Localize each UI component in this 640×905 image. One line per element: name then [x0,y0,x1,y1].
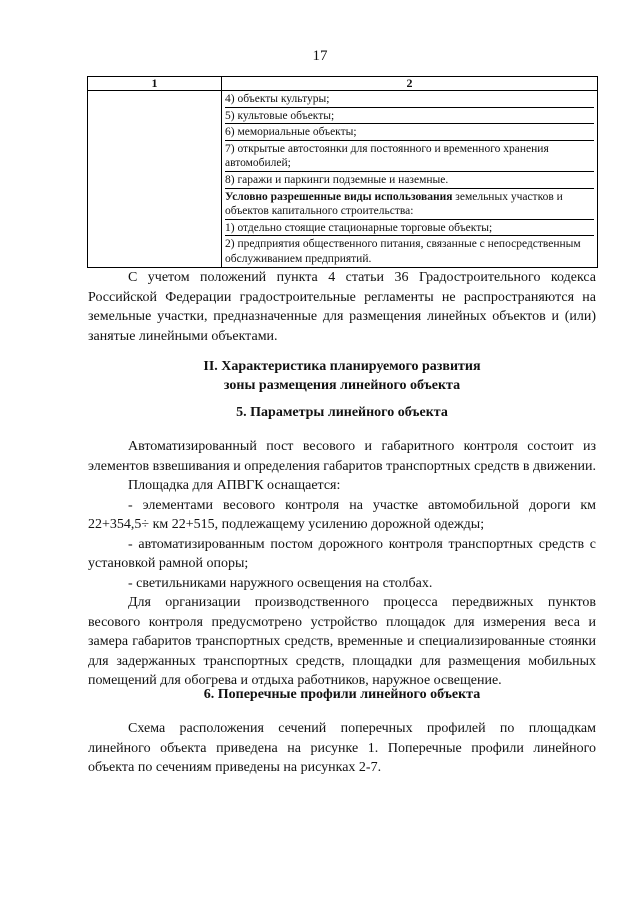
section-5-body [88,437,596,691]
list-item: - светильниками наружного освещения на столбах. [128,575,433,591]
page-number: 17 [312,48,328,64]
list-item-conditional [225,189,594,220]
list-item: 8) гаражи и паркинги подземные и наземные. [225,172,594,189]
list-item: 5) культовые объекты; [225,108,594,125]
section-title [88,357,596,395]
list-item: - элементами весового контроля на участке автомобильной дороги км 22+354,5÷ км 22+515, подлежащему усилению дорожной одежды; [88,497,596,532]
zoning-table [87,76,598,268]
section-title-line1: II. Характеристика планируемого развития [203,359,481,374]
table-cell-col2 [222,91,598,268]
paragraph-regulations [88,268,596,346]
paragraph: Автоматизированный пост весового и габаритного контроля состоит из элементов взвешивания и определения габаритов транспортных средств в движении. [88,439,596,474]
list-item: - автоматизированным постом дорожного контроля транспортных средств с установкой рамной опоры; [88,536,596,571]
subsection-6-title: 6. Поперечные профили линейного объекта [203,687,481,702]
section-title-line2: зоны размещения линейного объекта [223,378,461,393]
paragraph: Площадка для АПВГК оснащается: [128,478,341,493]
list-item: 7) открытые автостоянки для постоянного и временного хранения автомобилей; [225,141,594,172]
list-item: 1) отдельно стоящие стационарные торговые объекты; [225,220,594,237]
table-header-row [88,77,598,91]
list-item: 4) объекты культуры; [225,91,594,108]
subsection-5-title: 5. Параметры линейного объекта [236,405,448,420]
table-row [88,91,598,268]
list-item: 2) предприятия общественного питания, связанные с непосредственным обслуживанием предприятий. [225,238,581,265]
section-6-body [88,719,596,778]
table-header-col2: 2 [222,77,598,91]
table-header-col1: 1 [88,77,222,91]
paragraph: Для организации производственного процесса передвижных пунктов весового контроля предусмотрено устройство площадок для измерения веса и замера габаритов транспортных средств, временные и специализированные стоянки для задержанных транспортных средств, площадки для размещения мобильных помещений для обогрева и отдыха работников, наружное освещение. [88,595,596,688]
conditional-uses-heading: Условно разрешенные виды использования [225,190,453,203]
table-cell-col1 [88,91,222,268]
paragraph: С учетом положений пункта 4 статьи 36 Градостроительного кодекса Российской Федерации градостроительные регламенты не распространяются на земельные участки, предназначенные для размещения линейных объектов и (или) занятые линейными объектами. [88,270,596,344]
list-item: 6) мемориальные объекты; [225,124,594,141]
paragraph: Схема расположения сечений поперечных профилей по площадкам линейного объекта приведена на рисунке 1. Поперечные профили линейного объекта по сечениям приведены на рисунках 2-7. [88,721,596,775]
conditional-uses-rest: земельных участков и объектов капитального строительства: [225,190,563,218]
